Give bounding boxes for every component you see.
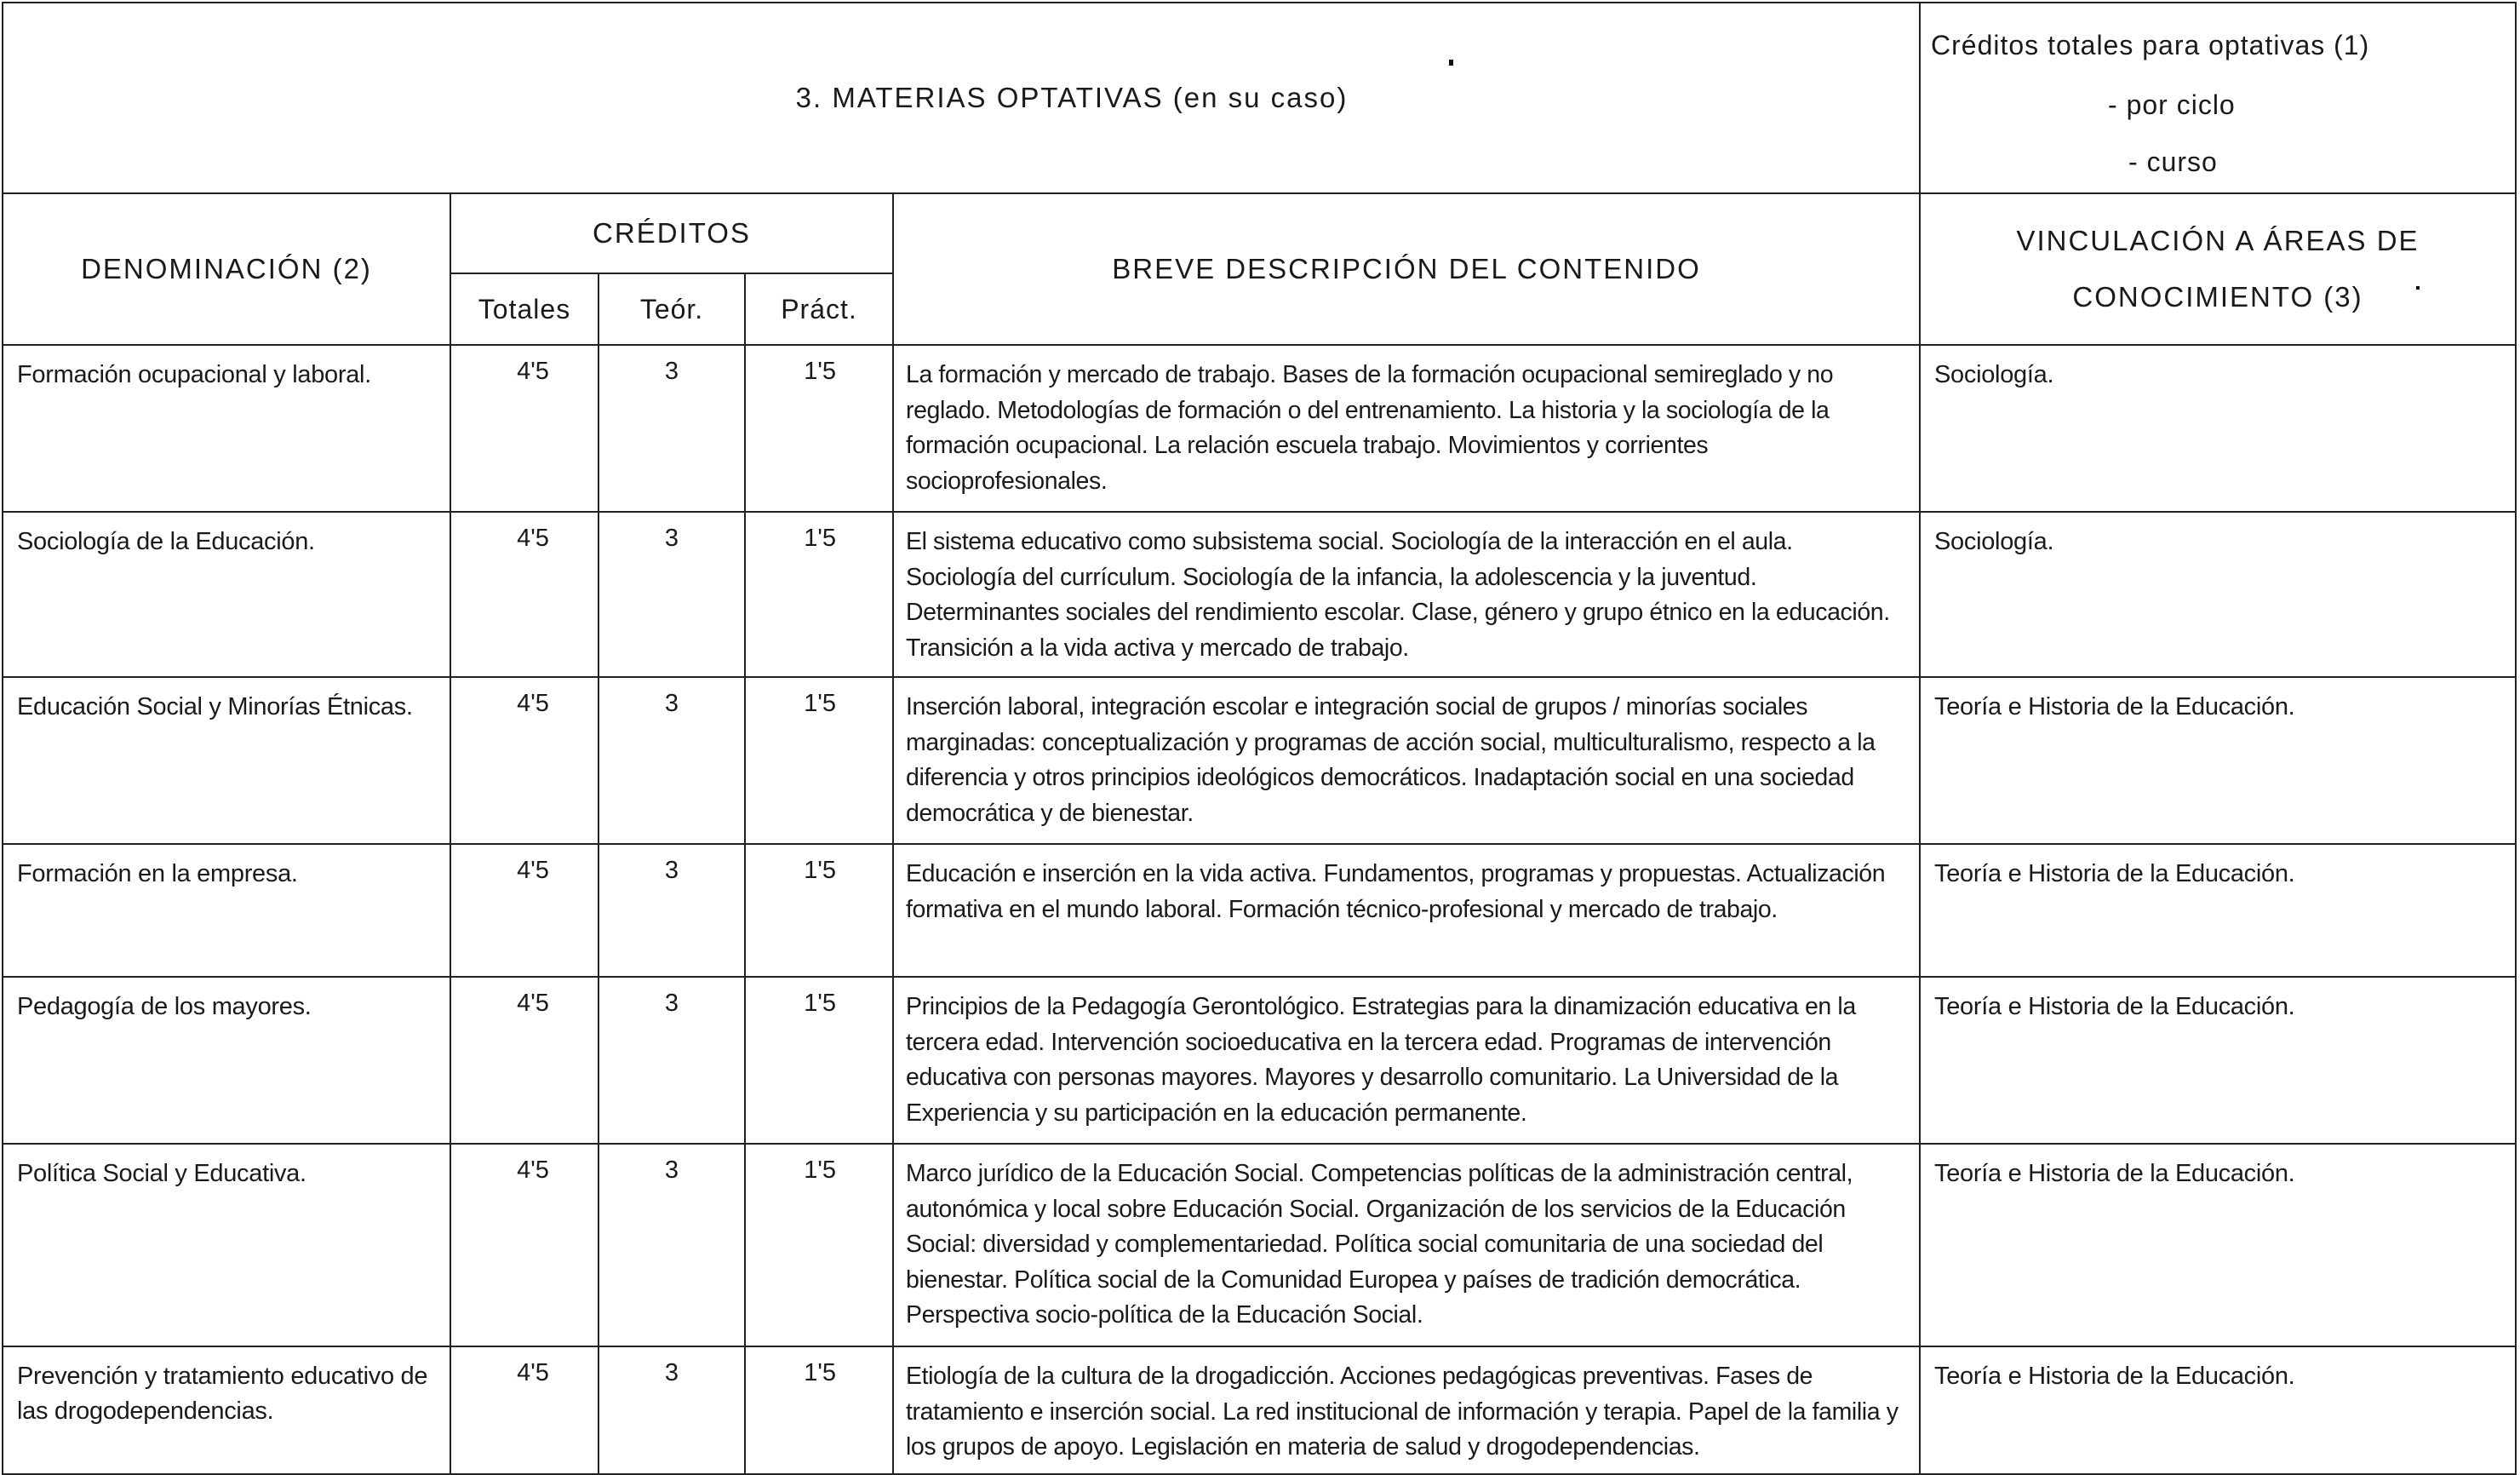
credits-totales: 4'5 — [450, 512, 598, 677]
subject-name: Política Social y Educativa. — [3, 1144, 450, 1346]
credits-pract: 1'5 — [745, 677, 893, 844]
totales-header: Totales — [450, 273, 598, 345]
credits-teor: 3 — [598, 345, 745, 512]
credits-totales: 4'5 — [450, 844, 598, 977]
credits-pract: 1'5 — [745, 1144, 893, 1346]
section-header-row — [3, 3, 2516, 193]
optional-subjects-document — [2, 2, 2515, 1463]
section-title: 3. MATERIAS OPTATIVAS (en su caso) — [3, 3, 1920, 193]
knowledge-area: Teoría e Historia de la Educación. — [1920, 1346, 2516, 1474]
pract-header: Práct. — [745, 273, 893, 345]
subject-description: Principios de la Pedagogía Gerontológico. Estrategias para la dinamización educativa en la tercera edad. Intervención socioeducativa en la tercera edad. Programas de intervención educativa con personas mayores. Mayores y desarrollo comunitario. La Universidad de la Experiencia y su participación en la educación permanente. — [893, 977, 1920, 1144]
subject-description: Marco jurídico de la Educación Social. Competencias políticas de la administración central, autonómica y local sobre Educación Social. Organización de los servicios de la Educación Social: diversidad y complementariedad. Política social comunitaria de una sociedad del bienestar. Política social de la Comunidad Europea y países de tradición democrática. Perspectiva socio-política de la Educación Social. — [893, 1144, 1920, 1346]
credits-totales: 4'5 — [450, 1346, 598, 1474]
credits-totales: 4'5 — [450, 345, 598, 512]
table-row — [3, 844, 2516, 977]
subject-name: Formación ocupacional y laboral. — [3, 345, 450, 512]
creditos-header: CRÉDITOS — [450, 193, 893, 273]
subject-name: Prevención y tratamiento educativo de las drogodependencias. — [3, 1346, 450, 1474]
credits-pract: 1'5 — [745, 512, 893, 677]
teor-header: Teór. — [598, 273, 745, 345]
per-course-label: - curso — [2128, 146, 2218, 177]
credits-totales: 4'5 — [450, 977, 598, 1144]
credits-teor: 3 — [598, 677, 745, 844]
subject-name: Sociología de la Educación. — [3, 512, 450, 677]
credits-totales: 4'5 — [450, 1144, 598, 1346]
column-header-row — [3, 193, 2516, 273]
credits-pract: 1'5 — [745, 345, 893, 512]
per-cycle-label: - por ciclo — [2108, 89, 2236, 120]
table-row — [3, 512, 2516, 677]
credits-teor: 3 — [598, 844, 745, 977]
subject-name: Educación Social y Minorías Étnicas. — [3, 677, 450, 844]
knowledge-area: Sociología. — [1920, 512, 2516, 677]
credits-totales: 4'5 — [450, 677, 598, 844]
table-row — [3, 977, 2516, 1144]
credits-pract: 1'5 — [745, 1346, 893, 1474]
credits-total-label: Créditos totales para optativas (1) — [1931, 30, 2370, 60]
vinculacion-header-line1: VINCULACIÓN A ÁREAS DE — [2016, 225, 2420, 256]
table-row — [3, 1346, 2516, 1474]
optional-subjects-table — [2, 2, 2517, 1475]
descripcion-header: BREVE DESCRIPCIÓN DEL CONTENIDO — [893, 193, 1920, 345]
knowledge-area: Teoría e Historia de la Educación. — [1920, 677, 2516, 844]
optional-credits-summary — [1920, 3, 2516, 193]
subject-name: Pedagogía de los mayores. — [3, 977, 450, 1144]
knowledge-area: Teoría e Historia de la Educación. — [1920, 977, 2516, 1144]
credits-teor: 3 — [598, 977, 745, 1144]
table-row — [3, 1144, 2516, 1346]
subject-description: Etiología de la cultura de la drogadicción. Acciones pedagógicas preventivas. Fases de tratamiento e inserción social. La red institucional de información y terapia. Papel de la familia y los grupos de apoyo. Legislación en materia de salud y drogodependencias. — [893, 1346, 1920, 1474]
knowledge-area: Teoría e Historia de la Educación. — [1920, 1144, 2516, 1346]
subject-description: La formación y mercado de trabajo. Bases de la formación ocupacional semireglado y no reglado. Metodologías de formación o del entrenamiento. La historia y la sociología de la formación ocupacional. La relación escuela trabajo. Movimientos y corrientes socioprofesionales. — [893, 345, 1920, 512]
scan-speck — [1449, 60, 1453, 66]
subject-description: El sistema educativo como subsistema social. Sociología de la interacción en el aula. Sociología del currículum. Sociología de la infancia, la adolescencia y la juventud. Determinantes sociales del rendimiento escolar. Clase, género y grupo étnico en la educación. Transición a la vida activa y mercado de trabajo. — [893, 512, 1920, 677]
credits-teor: 3 — [598, 1144, 745, 1346]
credits-teor: 3 — [598, 512, 745, 677]
vinculacion-header — [1920, 193, 2516, 345]
knowledge-area: Sociología. — [1920, 345, 2516, 512]
table-row — [3, 677, 2516, 844]
denominacion-header: DENOMINACIÓN (2) — [3, 193, 450, 345]
scan-speck — [2416, 286, 2420, 290]
knowledge-area: Teoría e Historia de la Educación. — [1920, 844, 2516, 977]
subject-description: Inserción laboral, integración escolar e integración social de grupos / minorías sociales marginadas: conceptualización y programas de acción social, multiculturalismo, respecto a la diferencia y otros principios ideológicos democráticos. Inadaptación social en una sociedad democrática y de bienestar. — [893, 677, 1920, 844]
subject-description: Educación e inserción en la vida activa. Fundamentos, programas y propuestas. Actualización formativa en el mundo laboral. Formación técnico-profesional y mercado de trabajo. — [893, 844, 1920, 977]
subject-name: Formación en la empresa. — [3, 844, 450, 977]
table-row — [3, 345, 2516, 512]
credits-teor: 3 — [598, 1346, 745, 1474]
credits-pract: 1'5 — [745, 977, 893, 1144]
vinculacion-header-line2: CONOCIMIENTO (3) — [2072, 281, 2363, 313]
credits-pract: 1'5 — [745, 844, 893, 977]
